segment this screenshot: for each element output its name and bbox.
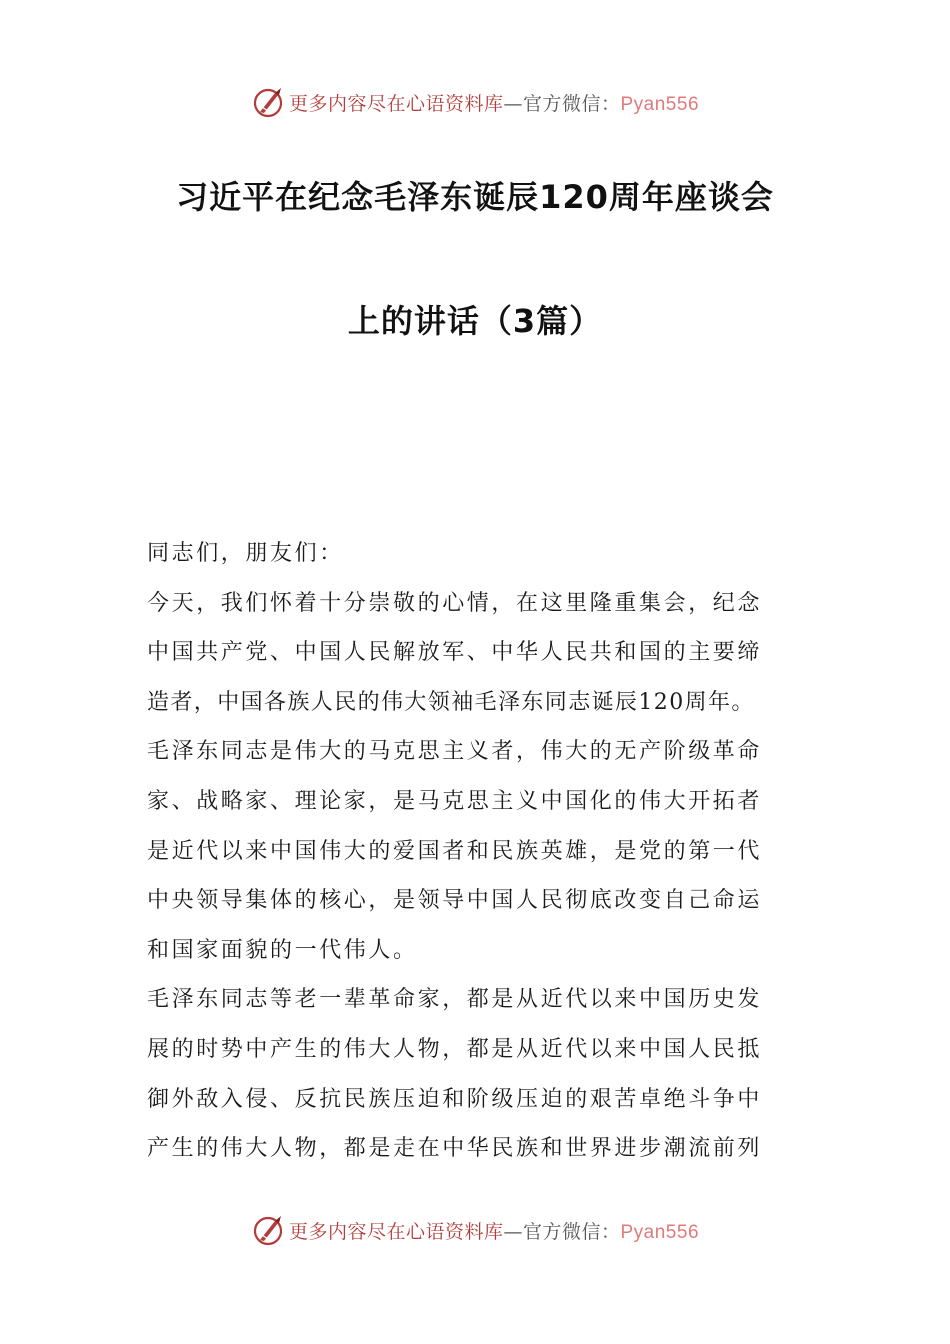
body-line: 中国共产党、中国人民解放军、中华人民共和国的主要缔	[147, 640, 763, 666]
body-line: 展的时势中产生的伟大人物，都是从近代以来中国人民抵	[147, 1036, 763, 1062]
document-body	[147, 536, 807, 1181]
quill-logo-icon	[251, 85, 285, 119]
body-line: 造者，中国各族人民的伟大领袖毛泽东同志诞辰120周年。	[147, 689, 755, 715]
document-title-line-2: 上的讲话（3篇）	[347, 302, 603, 340]
document-title-line-1: 习近平在纪念毛泽东诞辰120周年座谈会	[176, 178, 774, 216]
footer-banner	[0, 1210, 950, 1250]
footer-banner-text: 更多内容尽在心语资料库—官方微信：Pyan556	[288, 1220, 700, 1243]
body-line: 毛泽东同志等老一辈革命家，都是从近代以来中国历史发	[147, 987, 763, 1013]
body-line: 是近代以来中国伟大的爱国者和民族英雄，是党的第一代	[147, 838, 763, 864]
body-line: 毛泽东同志是伟大的马克思主义者，伟大的无产阶级革命	[147, 739, 763, 765]
quill-logo-icon	[251, 1213, 285, 1247]
header-banner-text: 更多内容尽在心语资料库—官方微信：Pyan556	[288, 92, 700, 115]
body-line: 御外敌入侵、反抗民族压迫和阶级压迫的艰苦卓绝斗争中	[147, 1086, 763, 1112]
body-line: 中央领导集体的核心，是领导中国人民彻底改变自己命运	[147, 888, 763, 914]
header-banner	[0, 82, 950, 122]
body-line: 产生的伟大人物，都是走在中华民族和世界进步潮流前列	[147, 1136, 763, 1162]
body-line: 今天，我们怀着十分崇敬的心情，在这里隆重集会，纪念	[147, 590, 763, 616]
body-line: 家、战略家、理论家，是马克思主义中国化的伟大开拓者	[147, 788, 763, 814]
body-line: 同志们，朋友们：	[147, 541, 344, 566]
body-line: 和国家面貌的一代伟人。	[147, 937, 418, 963]
